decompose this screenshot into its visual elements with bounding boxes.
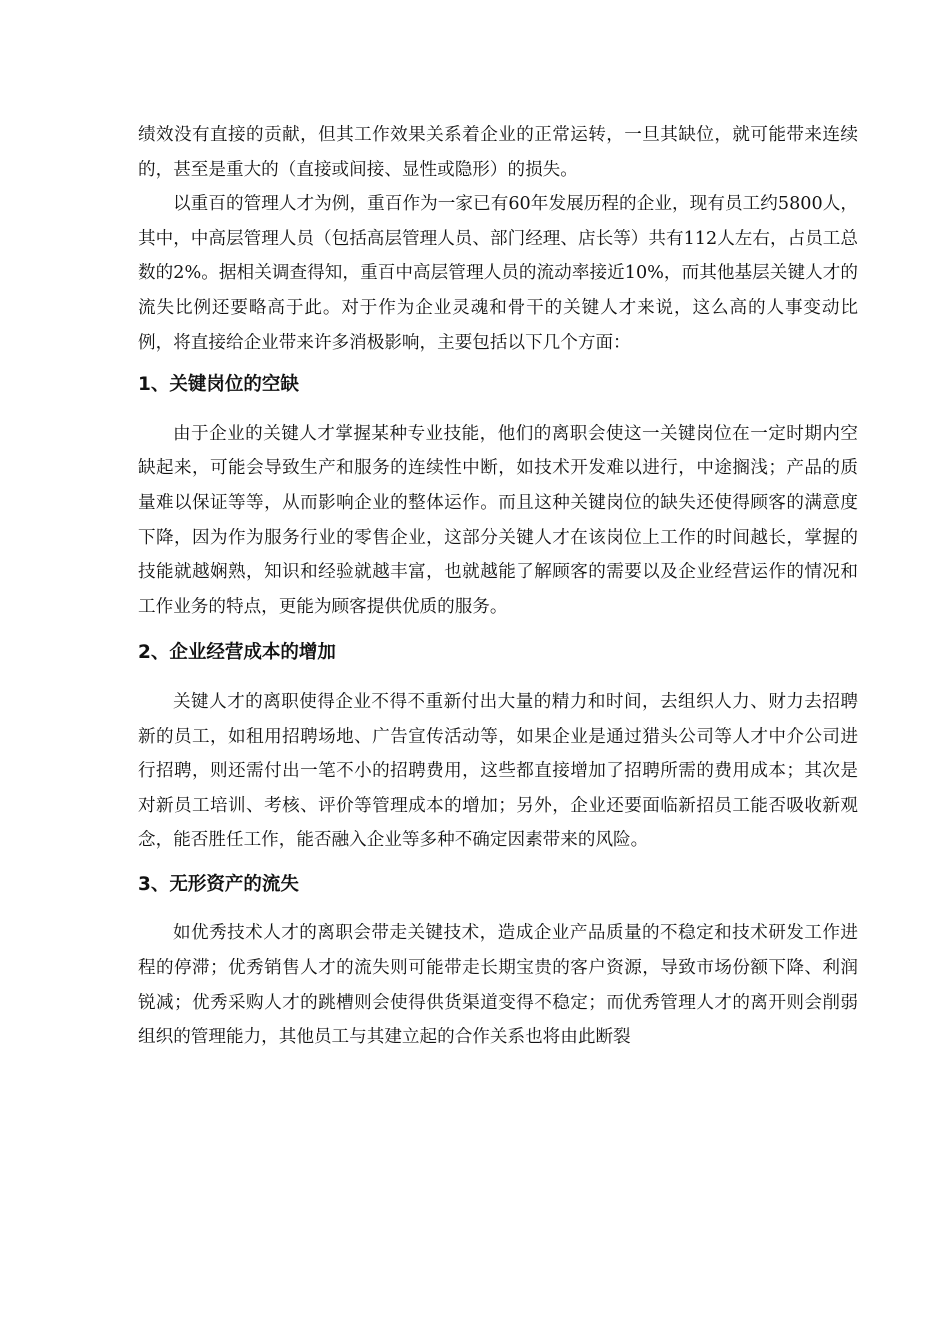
document-page — [138, 118, 858, 1055]
section-heading-3: 3、无形资产的流失 — [138, 873, 299, 895]
section-heading-2: 2、企业经营成本的增加 — [138, 642, 336, 664]
paragraph-intangible-assets: 如优秀技术人才的离职会带走关键技术，造成企业产品质量的不稳定和技术研发工作进程的停滞；优秀销售人才的流失则可能带走长期宝贵的客户资源，导致市场份额下降、利润锐减；优秀采购人才的跳槽则会使得供货渠道变得不稳定；而优秀管理人才的离开则会削弱组织的管理能力，其他员工与其建立起的合作关系也将由此断裂 — [138, 923, 858, 1048]
paragraph-key-position-vacancy: 由于企业的关键人才掌握某种专业技能，他们的离职会使这一关键岗位在一定时期内空缺起来，可能会导致生产和服务的连续性中断，如技术开发难以进行，中途搁浅；产品的质量难以保证等等，从而影响企业的整体运作。而且这种关键岗位的缺失还使得顾客的满意度下降，因为作为服务行业的零售企业，这部分关键人才在该岗位上工作的时间越长，掌握的技能就越娴熟，知识和经验就越丰富，也就越能了解顾客的需要以及企业经营运作的情况和工作业务的特点，更能为顾客提供优质的服务。 — [138, 423, 858, 617]
paragraph-continuation: 绩效没有直接的贡献，但其工作效果关系着企业的正常运转，一旦其缺位，就可能带来连续的，甚至是重大的（直接或间接、显性或隐形）的损失。 — [138, 125, 858, 180]
paragraph-operating-cost: 关键人才的离职使得企业不得不重新付出大量的精力和时间，去组织人力、财力去招聘新的员工，如租用招聘场地、广告宣传活动等，如果企业是通过猎头公司等人才中介公司进行招聘，则还需付出一笔不小的招聘费用，这些都直接增加了招聘所需的费用成本；其次是对新员工培训、考核、评价等管理成本的增加；另外，企业还要面临新招员工能否吸收新观念，能否胜任工作，能否融入企业等多种不确定因素带来的风险。 — [138, 691, 858, 851]
section-heading-1: 1、关键岗位的空缺 — [138, 374, 299, 396]
paragraph-chongbai-example: 以重百的管理人才为例，重百作为一家已有60年发展历程的企业，现有员工约5800人，其中，中高层管理人员（包括高层管理人员、部门经理、店长等）共有112人左右，占员工总数的2%。据相关调查得知，重百中高层管理人员的流动率接近10%，而其他基层关键人才的流失比例还要略高于此。对于作为企业灵魂和骨干的关键人才来说，这么高的人事变动比例，将直接给企业带来许多消极影响，主要包括以下几个方面： — [138, 194, 858, 353]
